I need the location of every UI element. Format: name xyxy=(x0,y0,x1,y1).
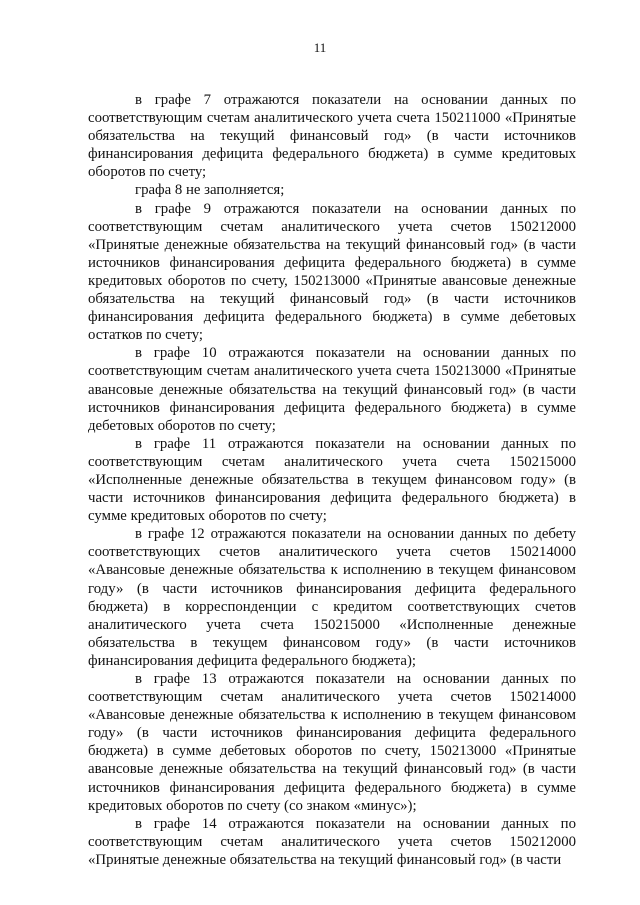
paragraph-grafa-10: в графе 10 отражаются показатели на основании данных по соответствующим счетам аналитического учета счета 150213000 «Принятые авансовые денежные обязательства на текущий финансовый год» (в части источников финансирования дефицита федерального бюджета) в сумме дебетовых оборотов по счету; xyxy=(88,345,576,434)
page-number: 11 xyxy=(313,40,327,55)
paragraph-grafa-11: в графе 11 отражаются показатели на основании данных по соответствующим счетам аналитического учета счета 150215000 «Исполненные денежные обязательства в текущем финансовом году» (в части источников финансирования дефицита федерального бюджета) в сумме кредитовых оборотов по счету; xyxy=(88,435,576,525)
paragraph-grafa-14: в графе 14 отражаются показатели на основании данных по соответствующим счетам аналитического учета счетов 150212000 «Принятые денежные обязательства на текущий финансовый год» (в части xyxy=(88,815,576,868)
paragraph-grafa-9: в графе 9 отражаются показатели на основании данных по соответствующим счетам аналитического учета счетов 150212000 «Принятые денежные обязательства на текущий финансовый год» (в части источников финансирования дефицита федерального бюджета) в сумме кредитовых оборотов по счету, 150213000 «Принятые авансовые денежные обязательства на текущий финансовый год» (в части источников финансирования дефицита федерального бюджета) в сумме дебетовых остатков по счету; xyxy=(88,200,576,344)
paragraph-grafa-8: графа 8 не заполняется; xyxy=(135,182,285,199)
document-body xyxy=(88,91,576,869)
paragraph-grafa-13: в графе 13 отражаются показатели на основании данных по соответствующим счетам аналитического учета счетов 150214000 «Авансовые денежные обязательства к исполнению в текущем финансовом году» (в части источников финансирования дефицита федерального бюджета) в сумме дебетовых оборотов по счету, 150213000 «Принятые авансовые денежные обязательства на текущий финансовый год» (в части источников финансирования дефицита федерального бюджета) в сумме кредитовых оборотов по счету (со знаком «минус»); xyxy=(88,671,576,814)
paragraph-grafa-7: в графе 7 отражаются показатели на основании данных по соответствующим счетам аналитического учета счета 150211000 «Принятые обязательства на текущий финансовый год» (в части источников финансирования дефицита федерального бюджета) в сумме кредитовых оборотов по счету; xyxy=(88,92,576,181)
paragraph-grafa-12: в графе 12 отражаются показатели на основании данных по дебету соответствующих счетов аналитического учета счетов 150214000 «Авансовые денежные обязательства к исполнению в текущем финансовом году» (в части источников финансирования дефицита федерального бюджета) в корреспонденции с кредитом соответствующих счетов аналитического учета счета 150215000 «Исполненные денежные обязательства в текущем финансовом году» (в части источников финансирования дефицита федерального бюджета); xyxy=(88,526,576,669)
